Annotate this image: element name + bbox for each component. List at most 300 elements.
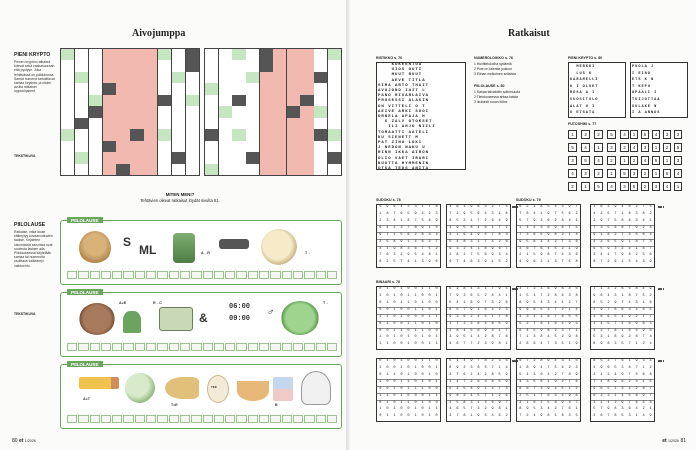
krypto-cell[interactable] [144,72,157,83]
krypto-cell[interactable] [89,164,102,175]
grid-cell: 9 [566,335,573,342]
grid-cell: 3 [517,287,524,294]
krypto-cell[interactable] [328,83,341,94]
krypto-cell[interactable] [130,106,143,117]
krypto-cell[interactable] [158,129,171,140]
krypto-cell[interactable] [61,60,74,71]
krypto-cell[interactable] [130,49,143,60]
krypto-cell[interactable] [287,129,300,140]
krypto-cell[interactable] [89,141,102,152]
grid-cell: 9 [454,366,461,373]
krypto-cell[interactable] [260,72,273,83]
krypto-cell[interactable] [232,106,245,117]
sudoku-solution-grid [516,286,581,350]
krypto-cell[interactable] [273,152,286,163]
krypto-cell[interactable] [273,95,286,106]
grid-cell: 8 [377,260,384,267]
krypto-cell[interactable] [130,83,143,94]
krypto-cell[interactable] [328,106,341,117]
grid-cell: 9 [573,373,580,380]
grid-cell: 8 [454,394,461,401]
grid-cell: 8 [612,329,619,336]
krypto-cell[interactable] [314,49,327,60]
krypto-cell[interactable] [172,129,185,140]
grid-cell: 4 [626,387,633,394]
krypto-cell[interactable] [246,83,259,94]
grid-cell: 3 [475,407,482,414]
grid-cell: 7 [503,329,510,336]
krypto-cell[interactable] [205,129,218,140]
krypto-cell[interactable] [328,60,341,71]
krypto-cell[interactable] [158,95,171,106]
krypto-cell[interactable] [116,106,129,117]
grid-cell: 8 [633,287,640,294]
krypto-cell[interactable] [144,60,157,71]
krypto-cell[interactable] [287,164,300,175]
krypto-cell[interactable] [328,118,341,129]
krypto-cell[interactable] [273,72,286,83]
krypto-cell[interactable] [246,129,259,140]
krypto-cell[interactable] [205,152,218,163]
krypto-cell[interactable] [61,141,74,152]
krypto-cell[interactable] [75,60,88,71]
krypto-cell[interactable] [75,118,88,129]
krypto-cell[interactable] [158,72,171,83]
krypto-cell[interactable] [287,60,300,71]
krypto-cell[interactable] [246,49,259,60]
krypto-cell[interactable] [144,95,157,106]
krypto-cell[interactable] [219,72,232,83]
krypto-cell[interactable] [89,49,102,60]
grid-cell: 7 [419,247,426,254]
krypto-cell[interactable] [186,129,199,140]
krypto-cell[interactable] [314,60,327,71]
grid-cell: 0 [391,359,398,366]
grid-cell: 9 [454,294,461,301]
krypto-cell[interactable] [219,164,232,175]
krypto-cell[interactable] [300,164,313,175]
krypto-cell[interactable] [260,83,273,94]
krypto-cell[interactable] [158,152,171,163]
grid-cell: 8 [447,366,454,373]
krypto-cell[interactable] [232,118,245,129]
krypto-cell[interactable] [260,106,273,117]
answer-row-3[interactable] [67,415,337,423]
krypto-cell[interactable] [172,118,185,129]
krypto-cell[interactable] [246,141,259,152]
krypto-cell[interactable] [314,141,327,152]
krypto-cell[interactable] [300,83,313,94]
pieni-krypto-body: Pienen krypton ratkaisut tulevat sekä vaakasuoraan että pystyyn. Joka tehtävässä on päälukunsa. Samat numerot tarkoittavat samaa kirjainta, ja niiden avulla ratkaiset loppukirjaimet. [14,60,55,94]
grid-cell: 7 [524,219,531,226]
grid-cell: 6 [598,414,605,421]
krypto-cell[interactable] [314,129,327,140]
krypto-cell[interactable] [328,164,341,175]
krypto-cell[interactable] [260,118,273,129]
krypto-cell[interactable] [144,118,157,129]
krypto-cell[interactable] [328,72,341,83]
krypto-cell[interactable] [116,152,129,163]
krypto-cell[interactable] [260,49,273,60]
krypto-cell[interactable] [287,152,300,163]
krypto-cell[interactable] [219,60,232,71]
futoshiki-solution-left [568,130,629,191]
grid-cell: 3 [517,247,524,254]
grid-cell: 0 [412,315,419,322]
krypto-cell[interactable] [144,152,157,163]
krypto-cell[interactable] [300,129,313,140]
krypto-cell[interactable] [232,152,245,163]
grid-cell: 4 [524,226,531,233]
grid-cell: 7 [461,342,468,349]
krypto-cell[interactable] [75,83,88,94]
krypto-cell[interactable] [314,72,327,83]
krypto-cell[interactable] [116,83,129,94]
krypto-cell[interactable] [232,141,245,152]
krypto-cell[interactable] [172,95,185,106]
krypto-cell[interactable] [205,95,218,106]
krypto-cell[interactable] [205,118,218,129]
krypto-cell[interactable] [273,49,286,60]
grid-cell: 3 [605,373,612,380]
krypto-cell[interactable] [232,164,245,175]
krypto-cell[interactable] [287,106,300,117]
krypto-cell[interactable] [219,141,232,152]
krypto-cell[interactable] [273,129,286,140]
krypto-cell[interactable] [260,60,273,71]
grid-cell: 5 [605,212,612,219]
krypto-cell[interactable] [144,106,157,117]
grid-cell: 6 [559,414,566,421]
krypto-cell[interactable] [75,72,88,83]
krypto-cell[interactable] [186,141,199,152]
krypto-cell[interactable] [314,83,327,94]
krypto-cell[interactable] [103,118,116,129]
krypto-cell[interactable] [328,129,341,140]
krypto-cell[interactable] [300,95,313,106]
grid-cell: 0 [412,394,419,401]
grid-cell: 1 [503,407,510,414]
grid-cell: 3 [517,401,524,408]
krypto-cell[interactable] [219,106,232,117]
grid-cell: 9 [598,219,605,226]
grid-cell: 3 [391,253,398,260]
krypto-cell[interactable] [61,106,74,117]
krypto-cell[interactable] [103,164,116,175]
krypto-cell[interactable] [172,60,185,71]
krypto-cell[interactable] [314,164,327,175]
krypto-cell[interactable] [144,164,157,175]
krypto-cell[interactable] [246,60,259,71]
krypto-cell[interactable] [172,72,185,83]
krypto-cell[interactable] [232,49,245,60]
krypto-cell[interactable] [172,141,185,152]
krypto-cell[interactable] [186,106,199,117]
grid-cell: 6 [524,387,531,394]
krypto-cell[interactable] [300,141,313,152]
krypto-cell[interactable] [61,164,74,175]
krypto-cell[interactable] [260,141,273,152]
krypto-cell[interactable] [260,129,273,140]
krypto-cell[interactable] [130,164,143,175]
krypto-cell[interactable] [246,118,259,129]
grid-cell: 8 [612,414,619,421]
krypto-cell[interactable] [205,106,218,117]
krypto-cell[interactable] [144,129,157,140]
grid-cell: 1 [626,359,633,366]
grid-cell: 5 [496,322,503,329]
grid-cell: 7 [503,247,510,254]
grid-cell: 0 [377,322,384,329]
krypto-cell[interactable] [328,141,341,152]
panel1-label-s: S [123,235,132,249]
krypto-cell[interactable] [103,60,116,71]
krypto-cell[interactable] [314,118,327,129]
krypto-cell[interactable] [246,72,259,83]
krypto-cell[interactable] [205,72,218,83]
krypto-cell[interactable] [172,49,185,60]
krypto-cell[interactable] [61,95,74,106]
krypto-cell[interactable] [130,60,143,71]
grid-cell: 6 [524,247,531,254]
krypto-cell[interactable] [158,118,171,129]
krypto-grid-left[interactable] [60,48,200,176]
krypto-cell[interactable] [103,106,116,117]
answer-row-1[interactable] [67,271,337,279]
grid-cell: 6 [398,212,405,219]
krypto-cell[interactable] [130,72,143,83]
krypto-cell[interactable] [158,60,171,71]
krypto-cell[interactable] [103,152,116,163]
krypto-cell[interactable] [158,83,171,94]
krypto-cell[interactable] [61,118,74,129]
krypto-cell[interactable] [75,106,88,117]
krypto-cell[interactable] [205,49,218,60]
krypto-cell[interactable] [232,72,245,83]
krypto-cell[interactable] [300,60,313,71]
grid-cell: 1 [405,401,412,408]
krypto-cell[interactable] [273,106,286,117]
grid-cell: 9 [633,226,640,233]
krypto-cell[interactable] [130,129,143,140]
numeroloikko-item: 1 Huvittelukoiha sydämiä [474,62,512,66]
krypto-cell[interactable] [116,129,129,140]
grid-cell: 8 [538,322,545,329]
krypto-cell[interactable] [232,83,245,94]
krypto-cell[interactable] [116,60,129,71]
krypto-cell[interactable] [116,72,129,83]
krypto-cell[interactable] [328,95,341,106]
krypto-cell[interactable] [260,152,273,163]
krypto-cell[interactable] [103,83,116,94]
krypto-cell[interactable] [61,152,74,163]
krypto-cell[interactable] [219,95,232,106]
krypto-cell[interactable] [116,164,129,175]
krypto-cell[interactable] [205,83,218,94]
krypto-cell[interactable] [103,141,116,152]
krypto-cell[interactable] [89,72,102,83]
krypto-cell[interactable] [103,95,116,106]
krypto-cell[interactable] [287,49,300,60]
krypto-cell[interactable] [89,60,102,71]
krypto-cell[interactable] [144,83,157,94]
krypto-cell[interactable] [219,49,232,60]
krypto-cell[interactable] [186,118,199,129]
krypto-cell[interactable] [260,95,273,106]
krypto-cell[interactable] [130,118,143,129]
krypto-cell[interactable] [89,83,102,94]
krypto-cell[interactable] [61,83,74,94]
grid-cell: 5 [461,407,468,414]
krypto-cell[interactable] [61,129,74,140]
krypto-cell[interactable] [186,152,199,163]
futoshiki-cell: 4 [594,156,603,165]
krypto-cell[interactable] [75,49,88,60]
grid-cell: 9 [633,359,640,366]
krypto-cell[interactable] [300,72,313,83]
krypto-cell[interactable] [61,72,74,83]
ampersand-icon: & [199,311,208,325]
grid-cell: 3 [482,380,489,387]
krypto-cell[interactable] [89,129,102,140]
krypto-grid-right[interactable] [204,48,342,176]
grid-cell: 7 [398,260,405,267]
krypto-cell[interactable] [158,141,171,152]
krypto-cell[interactable] [300,118,313,129]
grid-cell: 5 [633,329,640,336]
grid-cell: 4 [566,401,573,408]
krypto-cell[interactable] [287,141,300,152]
krypto-cell[interactable] [205,141,218,152]
krypto-cell[interactable] [232,129,245,140]
krypto-cell[interactable] [89,152,102,163]
krypto-cell[interactable] [314,95,327,106]
krypto-cell[interactable] [116,118,129,129]
krypto-cell[interactable] [75,95,88,106]
krypto-cell[interactable] [287,118,300,129]
krypto-cell[interactable] [219,129,232,140]
krypto-cell[interactable] [75,152,88,163]
krypto-cell[interactable] [75,164,88,175]
grid-cell: 5 [531,380,538,387]
krypto-cell[interactable] [75,129,88,140]
grid-cell: 7 [531,322,538,329]
krypto-cell[interactable] [130,152,143,163]
grid-cell: 4 [545,335,552,342]
krypto-cell[interactable] [273,164,286,175]
krypto-cell[interactable] [314,152,327,163]
krypto-cell[interactable] [328,49,341,60]
grid-cell: 9 [545,233,552,240]
krypto-cell[interactable] [89,118,102,129]
krypto-cell[interactable] [260,164,273,175]
krypto-cell[interactable] [232,60,245,71]
krypto-cell[interactable] [219,152,232,163]
krypto-cell[interactable] [172,152,185,163]
grid-cell: 5 [559,387,566,394]
krypto-cell[interactable] [116,141,129,152]
krypto-cell[interactable] [144,141,157,152]
krypto-cell[interactable] [287,83,300,94]
krypto-cell[interactable] [205,60,218,71]
krypto-cell[interactable] [273,60,286,71]
grid-cell: 4 [598,253,605,260]
grid-cell: 2 [633,387,640,394]
krypto-cell[interactable] [186,95,199,106]
grid-cell: 4 [503,253,510,260]
krypto-cell[interactable] [246,164,259,175]
krypto-cell[interactable] [103,49,116,60]
grid-cell: 5 [496,380,503,387]
krypto-cell[interactable] [219,118,232,129]
krypto-cell[interactable] [300,49,313,60]
grid-cell: 6 [605,240,612,247]
krypto-cell[interactable] [116,49,129,60]
grid-cell: 8 [605,342,612,349]
krypto-cell[interactable] [300,152,313,163]
krypto-cell[interactable] [158,49,171,60]
krypto-cell[interactable] [158,106,171,117]
krypto-cell[interactable] [273,118,286,129]
grid-cell: 6 [405,233,412,240]
krypto-cell[interactable] [273,141,286,152]
krypto-cell[interactable] [89,95,102,106]
krypto-cell[interactable] [172,83,185,94]
krypto-cell[interactable] [186,72,199,83]
krypto-cell[interactable] [158,164,171,175]
krypto-cell[interactable] [287,95,300,106]
krypto-cell[interactable] [246,152,259,163]
krypto-cell[interactable] [219,83,232,94]
krypto-cell[interactable] [186,49,199,60]
grid-cell: 5 [524,394,531,401]
krypto-cell[interactable] [205,164,218,175]
krypto-cell[interactable] [61,49,74,60]
krypto-cell[interactable] [232,95,245,106]
grid-cell: 4 [573,308,580,315]
krypto-cell[interactable] [186,60,199,71]
krypto-cell[interactable] [246,95,259,106]
krypto-cell[interactable] [172,164,185,175]
krypto-cell[interactable] [75,141,88,152]
krypto-cell[interactable] [172,106,185,117]
krypto-cell[interactable] [103,72,116,83]
krypto-cell[interactable] [273,83,286,94]
krypto-cell[interactable] [300,106,313,117]
grid-cell: 1 [461,205,468,212]
krypto-cell[interactable] [287,72,300,83]
grid-cell: 9 [566,205,573,212]
grid-cell: 1 [426,315,433,322]
krypto-cell[interactable] [186,164,199,175]
answer-row-2[interactable] [67,343,337,351]
krypto-cell[interactable] [246,106,259,117]
grid-cell: 6 [447,287,454,294]
krypto-cell[interactable] [314,106,327,117]
krypto-cell[interactable] [116,95,129,106]
difficulty-dot [663,360,665,362]
grid-cell: 7 [591,226,598,233]
krypto-cell[interactable] [144,49,157,60]
krypto-cell[interactable] [89,106,102,117]
krypto-cell[interactable] [103,129,116,140]
grid-cell: 3 [559,359,566,366]
grid-cell: 7 [566,226,573,233]
krypto-cell[interactable] [130,95,143,106]
krypto-cell[interactable] [130,141,143,152]
krypto-cell[interactable] [186,83,199,94]
krypto-cell[interactable] [328,152,341,163]
